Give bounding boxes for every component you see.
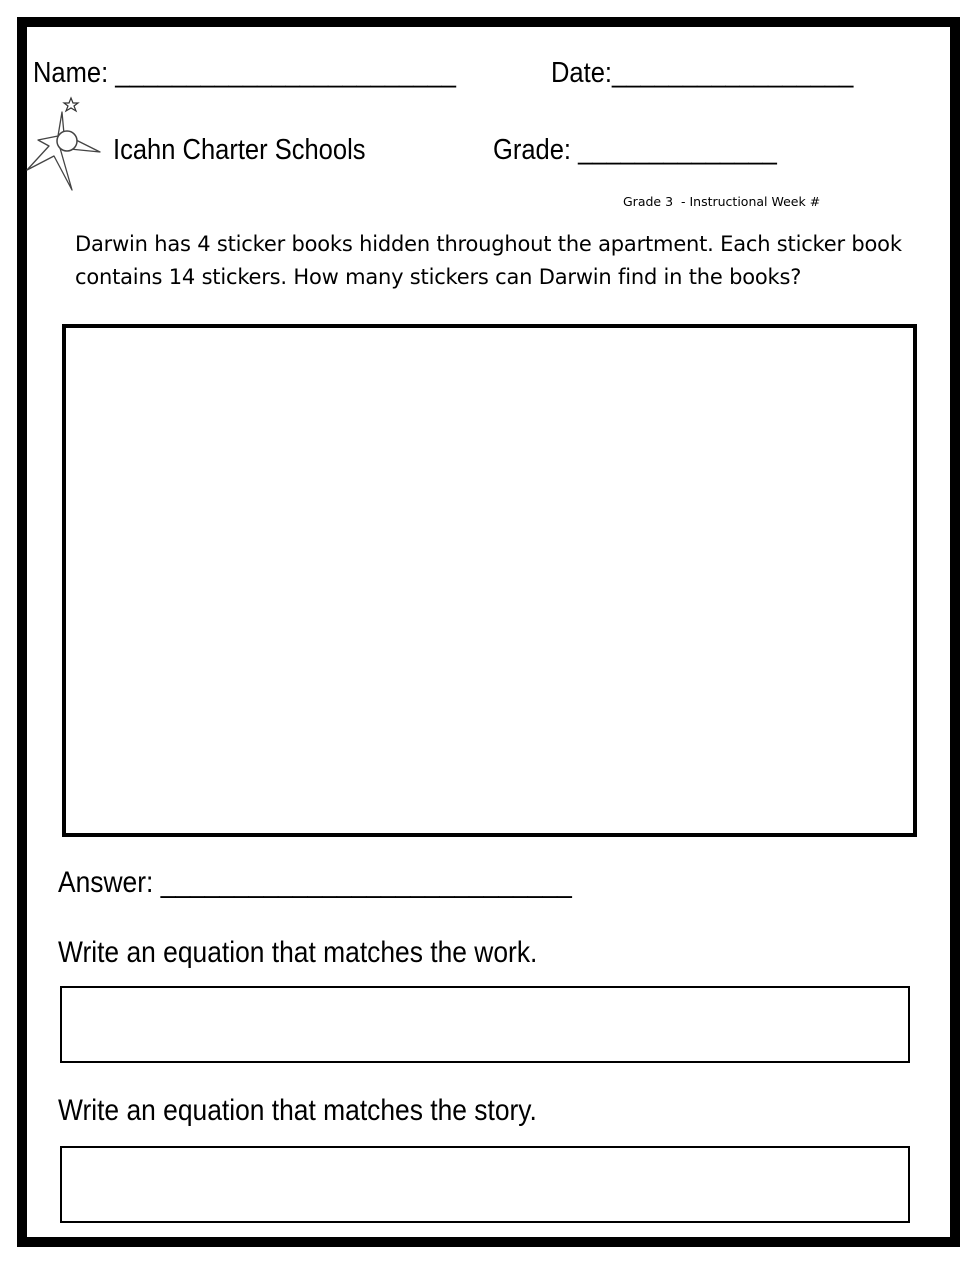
word-problem-text: Darwin has 4 sticker books hidden throughout the apartment. Each sticker book contains 14 stickers. How many stickers can Darwin find in the books? <box>75 232 902 289</box>
grade-field[interactable]: Grade: ______________ <box>493 134 777 166</box>
star-logo-icon <box>24 94 110 196</box>
instructional-week-label: Grade 3 - Instructional Week # <box>623 194 821 209</box>
date-field[interactable]: Date:_________________ <box>551 57 854 89</box>
answer-field[interactable]: Answer: ____________________________ <box>58 866 572 899</box>
work-area-box[interactable] <box>62 324 917 837</box>
equation-story-prompt: Write an equation that matches the story. <box>58 1094 537 1127</box>
school-name: Icahn Charter Schools <box>113 134 366 166</box>
equation-work-prompt: Write an equation that matches the work. <box>58 936 538 969</box>
equation-story-box[interactable] <box>60 1146 910 1223</box>
small-star-icon <box>64 98 78 111</box>
logo-circle <box>57 131 77 151</box>
name-field[interactable]: Name: ________________________ <box>33 57 456 89</box>
equation-work-box[interactable] <box>60 986 910 1063</box>
